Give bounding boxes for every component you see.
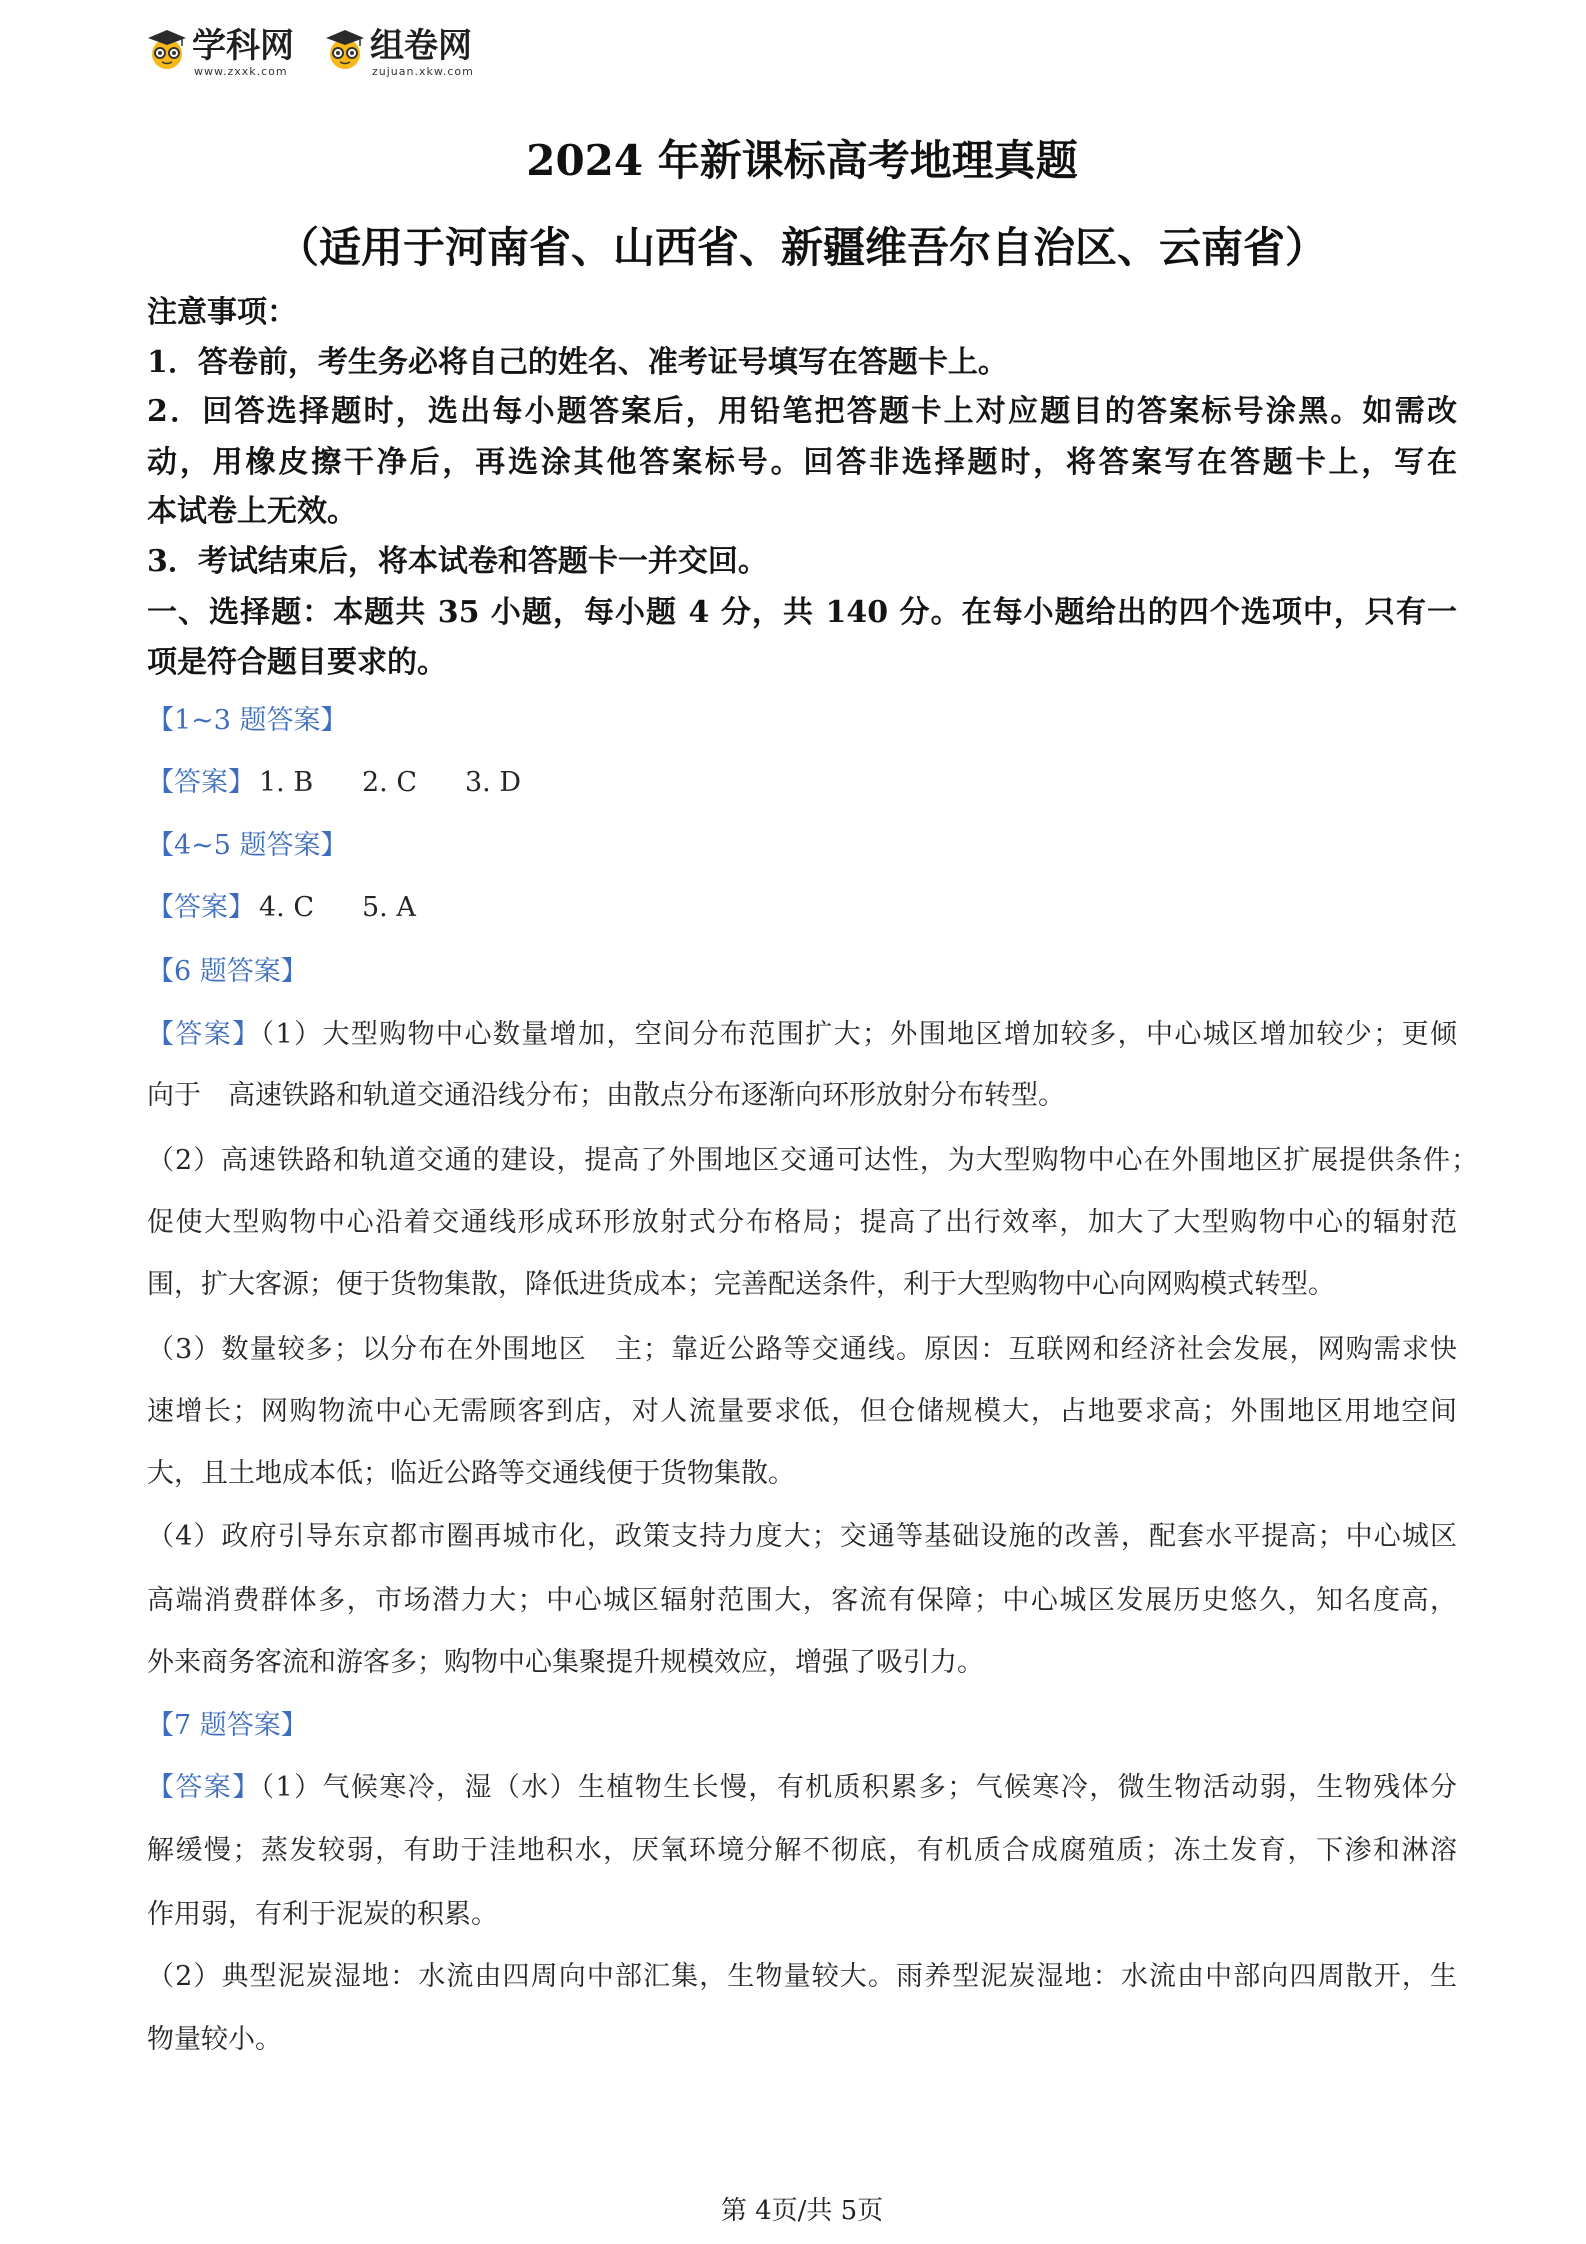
answer-line: （4）政府引导东京都市圈再城市化，政策支持力度大；交通等基础设施的改善，配套水平提高；中心城区 (147, 1521, 1457, 1552)
xueke-mascot-icon (144, 26, 190, 72)
answer-line: 物量较小。 (147, 2024, 282, 2055)
zujuan-logo-url: zujuan.xkw.com (372, 65, 474, 78)
page-title: 2024 年新课标高考地理真题 (526, 136, 1078, 185)
answer-line: 围，扩大客源；便于货物集散，降低进货成本；完善配送条件，利于大型购物中心向网购模式转型。 (147, 1269, 1335, 1300)
xueke-logo (144, 24, 314, 80)
answer-line: 大，且土地成本低；临近公路等交通线便于货物集散。 (147, 1458, 795, 1489)
answer-label: 【6 题答案】 (147, 956, 308, 987)
answer-choice: 4. C (259, 892, 315, 923)
answer-choices (259, 892, 465, 923)
answer-line: （2）典型泥炭湿地：水流由四周向中部汇集，生物量较大。雨养型泥炭湿地：水流由中部向四周散开，生 (147, 1961, 1457, 1992)
answer-tag: 【答案】 (147, 892, 255, 923)
xueke-logo-url: www.zxxk.com (194, 65, 288, 78)
zujuan-logo (322, 24, 492, 80)
notice-item-line: 2．回答选择题时，选出每小题答案后，用铅笔把答题卡上对应题目的答案标号涂黑。如需改 (147, 394, 1457, 429)
answer-choice: 3. D (465, 767, 521, 798)
answer-row (147, 888, 1457, 928)
answer-line (147, 1015, 1457, 1055)
section-heading-line: 一、选择题：本题共 35 小题，每小题 4 分，共 140 分。在每小题给出的四个选项中，只有一 (147, 595, 1457, 630)
answer-line: 高端消费群体多，市场潜力大；中心城区辐射范围大，客流有保障；中心城区发展历史悠久，知名度高， (147, 1585, 1457, 1616)
zujuan-mascot-icon (322, 26, 368, 72)
answer-text: （1）气候寒冷，湿（水）生植物生长慢，有机质积累多；气候寒冷，微生物活动弱，生物残体分 (260, 1772, 1457, 1803)
page-footer: 第 4页/共 5页 (720, 2196, 884, 2226)
answer-row (147, 763, 1457, 803)
section-heading-line: 项是符合题目要求的。 (147, 645, 447, 680)
notice-heading: 注意事项： (147, 295, 297, 330)
zujuan-logo-text: 组卷网 (370, 26, 472, 66)
notice-item-line: 动，用橡皮擦干净后，再选涂其他答案标号。回答非选择题时，将答案写在答题卡上，写在 (147, 445, 1457, 480)
answer-line (147, 1768, 1457, 1808)
answer-choice: 1. B (259, 767, 314, 798)
answer-label: 【1~3 题答案】 (147, 705, 348, 736)
answer-line: 解缓慢；蒸发较弱，有助于洼地积水，厌氧环境分解不彻底，有机质合成腐殖质；冻土发育，下渗和淋溶 (147, 1835, 1457, 1866)
answer-line: 向于 高速铁路和轨道交通沿线分布；由散点分布逐渐向环形放射分布转型。 (147, 1080, 1065, 1111)
xueke-logo-text: 学科网 (192, 26, 294, 66)
answer-choice: 5. A (362, 892, 416, 923)
notice-item-line: 3．考试结束后，将本试卷和答题卡一并交回。 (147, 544, 768, 579)
answer-label: 【4~5 题答案】 (147, 830, 348, 861)
answer-tag: 【答案】 (147, 1019, 261, 1050)
answer-line: 速增长；网购物流中心无需顾客到店，对人流量要求低，但仓储规模大，占地要求高；外围地区用地空间 (147, 1396, 1457, 1427)
answer-choice: 2. C (362, 767, 418, 798)
answer-tag: 【答案】 (147, 1772, 261, 1803)
answer-choices (259, 767, 568, 798)
answer-line: （3）数量较多；以分布在外围地区 主；靠近公路等交通线。原因：互联网和经济社会发展，网购需求快 (147, 1334, 1457, 1365)
page-subtitle: （适用于河南省、山西省、新疆维吾尔自治区、云南省） (276, 223, 1327, 272)
answer-label: 【7 题答案】 (147, 1710, 308, 1741)
answer-line: 作用弱，有利于泥炭的积累。 (147, 1899, 498, 1930)
answer-text: （1）大型购物中心数量增加，空间分布范围扩大；外围地区增加较多，中心城区增加较少；更倾 (260, 1019, 1457, 1050)
notice-item-line: 本试卷上无效。 (147, 494, 357, 529)
answer-line: 促使大型购物中心沿着交通线形成环形放射式分布格局；提高了出行效率，加大了大型购物中心的辐射范 (147, 1207, 1457, 1238)
answer-line: （2）高速铁路和轨道交通的建设，提高了外围地区交通可达性，为大型购物中心在外围地区扩展提供条件； (147, 1145, 1478, 1176)
answer-line: 外来商务客流和游客多；购物中心集聚提升规模效应，增强了吸引力。 (147, 1647, 984, 1678)
notice-item-line: 1．答卷前，考生务必将自己的姓名、准考证号填写在答题卡上。 (147, 345, 1008, 380)
answer-tag: 【答案】 (147, 767, 255, 798)
